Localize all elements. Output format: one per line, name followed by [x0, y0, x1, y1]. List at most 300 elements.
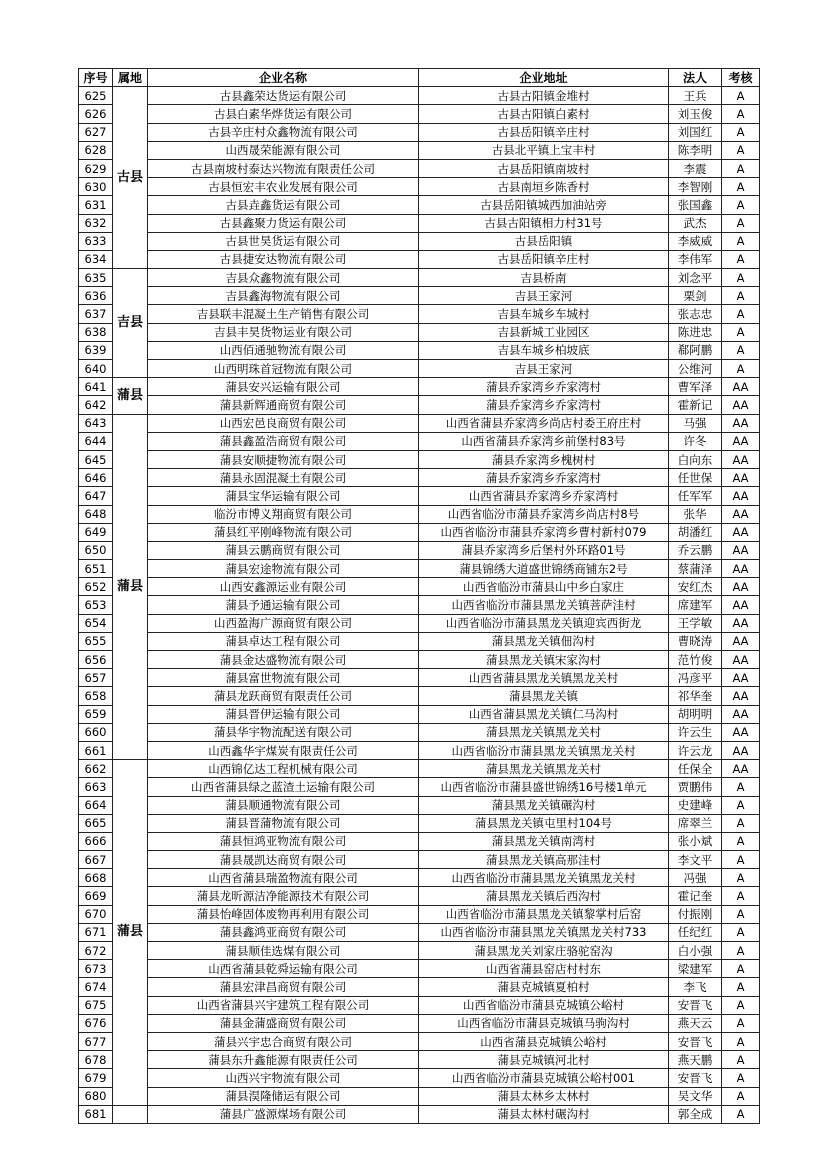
cell-name: 古县垚鑫货运有限公司 [148, 196, 419, 214]
cell-address: 吉县车城乡车城村 [419, 305, 669, 323]
cell-rating: A [722, 159, 760, 177]
cell-person: 郭全成 [669, 1105, 722, 1123]
cell-seq: 644 [79, 432, 113, 450]
cell-seq: 653 [79, 596, 113, 614]
cell-person: 曹军泽 [669, 378, 722, 396]
cell-seq: 677 [79, 1032, 113, 1050]
cell-person: 霍记奎 [669, 887, 722, 905]
cell-name: 蒲县顺佳选煤有限公司 [148, 942, 419, 960]
cell-region: 古县 [113, 87, 148, 269]
cell-person: 公维河 [669, 360, 722, 378]
cell-seq: 671 [79, 923, 113, 941]
cell-person: 曹晓涛 [669, 632, 722, 650]
table-row [79, 123, 760, 141]
cell-seq: 634 [79, 250, 113, 268]
cell-rating: A [722, 887, 760, 905]
table-row [79, 378, 760, 396]
table-row [79, 450, 760, 468]
cell-name: 山西安鑫源运业有限公司 [148, 578, 419, 596]
cell-name: 山西省蒲县兴宇建筑工程有限公司 [148, 996, 419, 1014]
table-body [79, 87, 760, 1124]
cell-rating: AA [722, 669, 760, 687]
cell-name: 蒲县宏津昌商贸有限公司 [148, 978, 419, 996]
cell-address: 蒲县黑龙关镇 [419, 687, 669, 705]
cell-seq: 681 [79, 1105, 113, 1123]
cell-person: 张志忠 [669, 305, 722, 323]
cell-person: 栗剑 [669, 287, 722, 305]
header-seq: 序号 [79, 69, 113, 87]
cell-person: 范竹俊 [669, 651, 722, 669]
table-row [79, 905, 760, 923]
cell-rating: A [722, 341, 760, 359]
cell-rating: AA [722, 469, 760, 487]
cell-person: 李文平 [669, 851, 722, 869]
cell-person: 蔡蒲泽 [669, 560, 722, 578]
table-row [79, 414, 760, 432]
cell-name: 山西省蒲县乾舜运输有限公司 [148, 960, 419, 978]
cell-seq: 668 [79, 869, 113, 887]
cell-seq: 680 [79, 1087, 113, 1105]
table-row [79, 760, 760, 778]
cell-name: 蒲县东升鑫能源有限责任公司 [148, 1051, 419, 1069]
table-row [79, 851, 760, 869]
cell-name: 山西省蒲县瑞盈物流有限公司 [148, 869, 419, 887]
cell-seq: 670 [79, 905, 113, 923]
cell-seq: 654 [79, 614, 113, 632]
enterprise-table [78, 68, 760, 1124]
cell-person: 安晋飞 [669, 1069, 722, 1087]
cell-name: 山西晟荣能源有限公司 [148, 141, 419, 159]
table-row [79, 505, 760, 523]
cell-seq: 674 [79, 978, 113, 996]
cell-seq: 626 [79, 105, 113, 123]
cell-rating: AA [722, 651, 760, 669]
cell-seq: 625 [79, 87, 113, 105]
cell-person: 许冬 [669, 432, 722, 450]
cell-name: 蒲县晟凯达商贸有限公司 [148, 851, 419, 869]
table-row [79, 632, 760, 650]
table-row [79, 469, 760, 487]
cell-rating: AA [722, 578, 760, 596]
cell-name: 古县恒宏丰农业发展有限公司 [148, 178, 419, 196]
cell-seq: 632 [79, 214, 113, 232]
cell-seq: 672 [79, 942, 113, 960]
cell-rating: A [722, 978, 760, 996]
cell-rating: A [722, 796, 760, 814]
cell-name: 蒲县怡峰固体废物再利用有限公司 [148, 905, 419, 923]
cell-name: 蒲县新辉通商贸有限公司 [148, 396, 419, 414]
cell-rating: AA [722, 378, 760, 396]
table-row [79, 741, 760, 759]
cell-rating: AA [722, 541, 760, 559]
table-row [79, 651, 760, 669]
cell-region: 蒲县 [113, 760, 148, 1106]
cell-seq: 643 [79, 414, 113, 432]
cell-rating: A [722, 905, 760, 923]
cell-rating: AA [722, 687, 760, 705]
cell-address: 山西省临汾市蒲县克城镇公峪村001 [419, 1069, 669, 1087]
cell-address: 蒲县克城镇河北村 [419, 1051, 669, 1069]
cell-rating: AA [722, 596, 760, 614]
cell-person: 安晋飞 [669, 996, 722, 1014]
cell-rating: A [722, 87, 760, 105]
cell-person: 贾鹏伟 [669, 778, 722, 796]
table-row [79, 942, 760, 960]
cell-rating: AA [722, 450, 760, 468]
table-row [79, 1014, 760, 1032]
table-row [79, 360, 760, 378]
cell-address: 山西省临汾市蒲县黑龙关镇菩萨洼村 [419, 596, 669, 614]
cell-address: 山西省临汾市蒲县盛世锦绣16号楼1单元 [419, 778, 669, 796]
table-row [79, 232, 760, 250]
cell-person: 付振刚 [669, 905, 722, 923]
cell-seq: 635 [79, 269, 113, 287]
cell-person: 祁华奎 [669, 687, 722, 705]
cell-person: 白小强 [669, 942, 722, 960]
cell-name: 蒲县云鹏商贸有限公司 [148, 541, 419, 559]
cell-name: 山西鑫华宇煤炭有限责任公司 [148, 741, 419, 759]
cell-address: 山西省蒲县乔家湾乡前堡村83号 [419, 432, 669, 450]
cell-person: 梁建军 [669, 960, 722, 978]
cell-seq: 630 [79, 178, 113, 196]
cell-rating: A [722, 1069, 760, 1087]
cell-rating: A [722, 141, 760, 159]
cell-rating: AA [722, 723, 760, 741]
table-row [79, 778, 760, 796]
cell-address: 吉县新城工业园区 [419, 323, 669, 341]
table-row [79, 832, 760, 850]
table-row [79, 960, 760, 978]
header-name: 企业名称 [148, 69, 419, 87]
table-row [79, 705, 760, 723]
cell-person: 燕天鹏 [669, 1051, 722, 1069]
cell-name: 蒲县卓达工程有限公司 [148, 632, 419, 650]
cell-name: 吉县联丰混凝土生产销售有限公司 [148, 305, 419, 323]
cell-rating: A [722, 851, 760, 869]
cell-rating: A [722, 814, 760, 832]
cell-rating: A [722, 778, 760, 796]
table-row [79, 669, 760, 687]
cell-seq: 656 [79, 651, 113, 669]
cell-address: 蒲县太林乡太林村 [419, 1087, 669, 1105]
cell-person: 王学敏 [669, 614, 722, 632]
cell-person: 许云生 [669, 723, 722, 741]
table-row [79, 432, 760, 450]
cell-seq: 648 [79, 505, 113, 523]
cell-address: 古县古阳镇白素村 [419, 105, 669, 123]
cell-address: 蒲县黑龙关镇高那洼村 [419, 851, 669, 869]
cell-name: 临汾市博义翔商贸有限公司 [148, 505, 419, 523]
cell-seq: 657 [79, 669, 113, 687]
cell-address: 古县岳阳镇 [419, 232, 669, 250]
cell-address: 古县古阳镇相力村31号 [419, 214, 669, 232]
table-row [79, 305, 760, 323]
cell-address: 古县岳阳镇辛庄村 [419, 123, 669, 141]
table-row [79, 541, 760, 559]
cell-address: 蒲县黑龙关镇后西沟村 [419, 887, 669, 905]
cell-seq: 665 [79, 814, 113, 832]
cell-address: 吉县王家河 [419, 287, 669, 305]
cell-person: 霍新记 [669, 396, 722, 414]
cell-name: 蒲县鑫鸿亚商贸有限公司 [148, 923, 419, 941]
cell-name: 古县白素华烨货运有限公司 [148, 105, 419, 123]
cell-rating: A [722, 196, 760, 214]
cell-address: 山西省临汾市蒲县克城镇公峪村 [419, 996, 669, 1014]
cell-address: 古县岳阳镇城西加油站旁 [419, 196, 669, 214]
cell-seq: 660 [79, 723, 113, 741]
cell-address: 山西省临汾市蒲县山中乡白家庄 [419, 578, 669, 596]
cell-person: 史建峰 [669, 796, 722, 814]
table-row [79, 1032, 760, 1050]
cell-name: 吉县丰昊货物运业有限公司 [148, 323, 419, 341]
cell-seq: 650 [79, 541, 113, 559]
cell-name: 蒲县兴宇忠合商贸有限公司 [148, 1032, 419, 1050]
cell-address: 山西省蒲县窑店村村东 [419, 960, 669, 978]
cell-person: 胡潘红 [669, 523, 722, 541]
cell-seq: 646 [79, 469, 113, 487]
cell-name: 蒲县龙昕源洁净能源技术有限公司 [148, 887, 419, 905]
cell-name: 蒲县金蒲盛商贸有限公司 [148, 1014, 419, 1032]
cell-name: 蒲县宏途物流有限公司 [148, 560, 419, 578]
cell-person: 任军军 [669, 487, 722, 505]
table-row [79, 214, 760, 232]
cell-person: 席建军 [669, 596, 722, 614]
cell-person: 吴文华 [669, 1087, 722, 1105]
cell-person: 李飞 [669, 978, 722, 996]
cell-address: 蒲县黑龙关镇黑龙关村 [419, 760, 669, 778]
cell-address: 山西省蒲县乔家湾乡乔家湾村 [419, 487, 669, 505]
cell-person: 任保全 [669, 760, 722, 778]
cell-seq: 669 [79, 887, 113, 905]
cell-rating: A [722, 105, 760, 123]
cell-name: 蒲县宝华运输有限公司 [148, 487, 419, 505]
cell-region: 蒲县 [113, 378, 148, 414]
cell-address: 蒲县黑龙关镇黑龙关村 [419, 723, 669, 741]
cell-name: 蒲县安兴运输有限公司 [148, 378, 419, 396]
cell-address: 山西省临汾市蒲县乔家湾乡曹村新村079 [419, 523, 669, 541]
cell-person: 陈李明 [669, 141, 722, 159]
cell-person: 冯强 [669, 869, 722, 887]
cell-person: 张小斌 [669, 832, 722, 850]
cell-address: 蒲县克城镇夏柏村 [419, 978, 669, 996]
table-row [79, 159, 760, 177]
cell-rating: A [722, 323, 760, 341]
cell-name: 古县鑫聚力货运有限公司 [148, 214, 419, 232]
cell-address: 吉县车城乡柏坡底 [419, 341, 669, 359]
cell-seq: 658 [79, 687, 113, 705]
cell-seq: 664 [79, 796, 113, 814]
table-row [79, 1069, 760, 1087]
cell-rating: A [722, 178, 760, 196]
cell-address: 蒲县太林村碾沟村 [419, 1105, 669, 1123]
cell-address: 山西省临汾市蒲县黑龙关镇黑龙关村733 [419, 923, 669, 941]
table-row [79, 1051, 760, 1069]
header-region: 属地 [113, 69, 148, 87]
cell-rating: A [722, 960, 760, 978]
cell-person: 李震 [669, 159, 722, 177]
cell-seq: 676 [79, 1014, 113, 1032]
cell-person: 任世保 [669, 469, 722, 487]
cell-name: 山西宏邑良商贸有限公司 [148, 414, 419, 432]
cell-name: 山西明珠首冠物流有限公司 [148, 360, 419, 378]
cell-rating: AA [722, 760, 760, 778]
cell-person: 武杰 [669, 214, 722, 232]
cell-rating: AA [722, 396, 760, 414]
cell-rating: A [722, 1032, 760, 1050]
table-row [79, 523, 760, 541]
table-row [79, 487, 760, 505]
cell-name: 蒲县淏隆储运有限公司 [148, 1087, 419, 1105]
cell-address: 古县岳阳镇南坡村 [419, 159, 669, 177]
table-row [79, 105, 760, 123]
cell-rating: AA [722, 705, 760, 723]
cell-rating: A [722, 214, 760, 232]
cell-name: 吉县鑫海物流有限公司 [148, 287, 419, 305]
cell-person: 陈进忠 [669, 323, 722, 341]
cell-seq: 678 [79, 1051, 113, 1069]
cell-address: 山西省临汾市蒲县乔家湾乡尚店村8号 [419, 505, 669, 523]
cell-name: 山西佰通驰物流有限公司 [148, 341, 419, 359]
cell-region: 蒲县 [113, 414, 148, 760]
cell-name: 蒲县恒鸿亚物流有限公司 [148, 832, 419, 850]
cell-name: 蒲县安顺捷物流有限公司 [148, 450, 419, 468]
cell-address: 蒲县黑龙关镇碾沟村 [419, 796, 669, 814]
cell-seq: 627 [79, 123, 113, 141]
cell-rating: AA [722, 487, 760, 505]
cell-address: 蒲县黑龙关镇宋家沟村 [419, 651, 669, 669]
cell-address: 山西省临汾市蒲县黑龙关镇迎宾西街龙 [419, 614, 669, 632]
cell-address: 古县南垣乡陈香村 [419, 178, 669, 196]
cell-rating: A [722, 942, 760, 960]
cell-rating: A [722, 360, 760, 378]
cell-person: 席翠兰 [669, 814, 722, 832]
cell-address: 蒲县乔家湾乡槐树村 [419, 450, 669, 468]
table-row [79, 978, 760, 996]
cell-address: 蒲县乔家湾乡乔家湾村 [419, 378, 669, 396]
cell-address: 吉县王家河 [419, 360, 669, 378]
cell-name: 蒲县鑫盈浩商贸有限公司 [148, 432, 419, 450]
cell-address: 山西省临汾市蒲县黑龙关镇黑龙关村 [419, 741, 669, 759]
cell-person: 安晋飞 [669, 1032, 722, 1050]
cell-seq: 667 [79, 851, 113, 869]
cell-address: 蒲县黑龙关刘家庄骆驼窑沟 [419, 942, 669, 960]
cell-address: 山西省蒲县乔家湾乡尚店村委王府庄村 [419, 414, 669, 432]
cell-seq: 659 [79, 705, 113, 723]
cell-name: 山西兴宇物流有限公司 [148, 1069, 419, 1087]
cell-rating: AA [722, 432, 760, 450]
table-row [79, 323, 760, 341]
cell-person: 燕天云 [669, 1014, 722, 1032]
cell-rating: AA [722, 741, 760, 759]
cell-name: 蒲县晋蒲物流有限公司 [148, 814, 419, 832]
cell-person: 李威威 [669, 232, 722, 250]
cell-address: 山西省临汾市蒲县黑龙关镇黑龙关村 [419, 869, 669, 887]
cell-name: 古县辛庄村众鑫物流有限公司 [148, 123, 419, 141]
cell-name: 山西锦亿达工程机械有限公司 [148, 760, 419, 778]
cell-seq: 661 [79, 741, 113, 759]
table-row [79, 341, 760, 359]
cell-name: 蒲县富世物流有限公司 [148, 669, 419, 687]
cell-seq: 666 [79, 832, 113, 850]
table-row [79, 796, 760, 814]
cell-person: 马强 [669, 414, 722, 432]
cell-rating: AA [722, 632, 760, 650]
cell-name: 蒲县广盛源煤场有限公司 [148, 1105, 419, 1123]
cell-name: 古县捷安达物流有限公司 [148, 250, 419, 268]
table-row [79, 396, 760, 414]
cell-address: 蒲县锦绣大道盛世锦绣商铺东2号 [419, 560, 669, 578]
cell-rating: A [722, 1105, 760, 1123]
cell-rating: A [722, 1051, 760, 1069]
cell-address: 蒲县黑龙关镇佃沟村 [419, 632, 669, 650]
cell-seq: 641 [79, 378, 113, 396]
table-row [79, 269, 760, 287]
cell-rating: A [722, 123, 760, 141]
table-row [79, 1105, 760, 1123]
table-row [79, 250, 760, 268]
cell-name: 古县世昊货运有限公司 [148, 232, 419, 250]
cell-rating: AA [722, 505, 760, 523]
table-row [79, 869, 760, 887]
table-row [79, 1087, 760, 1105]
cell-person: 李智刚 [669, 178, 722, 196]
cell-rating: A [722, 832, 760, 850]
cell-seq: 645 [79, 450, 113, 468]
cell-address: 古县北平镇上宝丰村 [419, 141, 669, 159]
cell-address: 山西省蒲县克城镇公峪村 [419, 1032, 669, 1050]
cell-name: 蒲县永固混凝土有限公司 [148, 469, 419, 487]
cell-rating: A [722, 269, 760, 287]
cell-rating: A [722, 1014, 760, 1032]
cell-person: 张国鑫 [669, 196, 722, 214]
cell-person: 任纪红 [669, 923, 722, 941]
table-row [79, 814, 760, 832]
cell-rating: A [722, 232, 760, 250]
cell-address: 蒲县乔家湾乡乔家湾村 [419, 469, 669, 487]
cell-rating: A [722, 250, 760, 268]
cell-address: 蒲县乔家湾乡乔家湾村 [419, 396, 669, 414]
cell-person: 白向东 [669, 450, 722, 468]
table-row [79, 996, 760, 1014]
table-row [79, 196, 760, 214]
table-row [79, 614, 760, 632]
cell-name: 蒲县顺通物流有限公司 [148, 796, 419, 814]
table-row [79, 687, 760, 705]
cell-rating: A [722, 996, 760, 1014]
cell-seq: 662 [79, 760, 113, 778]
cell-seq: 651 [79, 560, 113, 578]
cell-rating: A [722, 287, 760, 305]
cell-person: 许云龙 [669, 741, 722, 759]
header-person: 法人 [669, 69, 722, 87]
cell-region: 吉县 [113, 269, 148, 378]
cell-seq: 638 [79, 323, 113, 341]
header-address: 企业地址 [419, 69, 669, 87]
cell-person: 李伟军 [669, 250, 722, 268]
cell-region [113, 1105, 148, 1123]
cell-name: 山西盈海广源商贸有限公司 [148, 614, 419, 632]
header-row [79, 69, 760, 87]
table-row [79, 287, 760, 305]
cell-seq: 655 [79, 632, 113, 650]
table-row [79, 178, 760, 196]
cell-address: 吉县桥南 [419, 269, 669, 287]
cell-name: 山西省蒲县绿之蓝渣土运输有限公司 [148, 778, 419, 796]
header-rating: 考核 [722, 69, 760, 87]
cell-seq: 636 [79, 287, 113, 305]
cell-address: 蒲县黑龙关镇屯里村104号 [419, 814, 669, 832]
cell-name: 蒲县华宇物流配送有限公司 [148, 723, 419, 741]
